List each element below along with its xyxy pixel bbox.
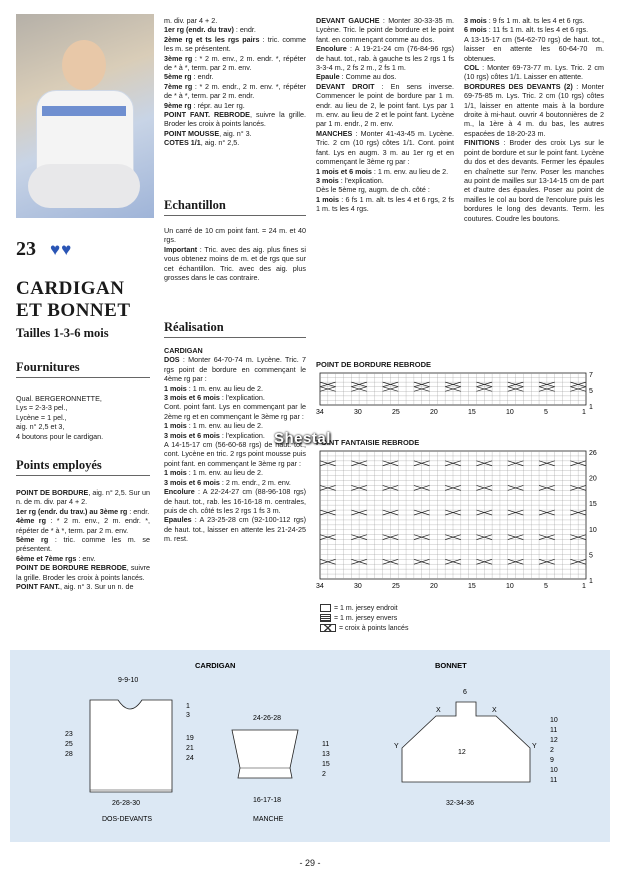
y-tick-label: 5 <box>589 388 593 395</box>
legend <box>320 604 408 634</box>
x-tick-label: 5 <box>544 583 548 590</box>
legend-item-endroit <box>320 604 408 614</box>
fourniture-line: Qual. BERGERONNETTE, <box>16 394 102 403</box>
bonnet-mark-x: X <box>436 707 441 714</box>
difficulty-hearts-icon: ♥♥ <box>50 240 73 259</box>
x-tick-label: 20 <box>430 409 438 416</box>
grid1-title: POINT DE BORDURE REBRODE <box>316 360 432 369</box>
bonnet-mark-x: X <box>492 707 497 714</box>
bonnet-mid-measure: 12 <box>458 749 466 756</box>
fourniture-line: 4 boutons pour le cardigan. <box>16 431 104 441</box>
fourniture-line: aig. n° 2,5 et 3, <box>16 422 65 432</box>
pattern-number: 23 <box>16 238 36 260</box>
devants-manches-text: DEVANT GAUCHE : Monter 30-33-35 m. Lycène. Tric. le point de bordure et le point fant. en commençant comme au dos. Encolure : A 19-21-24 cm (76-84-96 rgs) de haut. tot., rab. à gauche ts les 2 rgs 1 fs 3-3-4 m., 2 fs 2 m., 2 fs 1 m. Epaule : Comme au dos. DEVANT DROIT : En sens inverse. Commencer le point de bordure par 1 m. endr. au lieu de 2, le point fant. Lys par 1 m. env. au lieu de 2 et le point fant. Lycène par 1 m. endr., 2 m. env. MANCHES : Monter 41-43-45 m. Lycène. Tric. 2 cm (10 rgs) côtes 1/1. Cont. point fant. Lys en augm. 3 m. au 1er rg et en commençant le 3ème rg par : 1 mois et 6 mois : 1 m. env. au lieu de 2. 3 mois : l'explication. Dès le 5ème rg, augm. de ch. côté : 1 mois : 6 fs 1 m. alt. ts les 4 et 6 rgs, 2 fs 1 m. ts les 4 rgs. <box>316 16 455 214</box>
fancy-chart <box>316 447 606 599</box>
bonnet-right: 11 <box>550 777 558 784</box>
title-line1: CARDIGAN <box>16 278 125 299</box>
y-tick-label: 15 <box>589 501 597 509</box>
x-tick-label: 10 <box>506 583 514 590</box>
y-tick-label: 20 <box>589 475 597 483</box>
legend-item-croix <box>320 624 408 634</box>
dos-right-2: 21 <box>186 745 194 752</box>
legend-item-envers <box>320 614 408 624</box>
echantillon-section <box>164 198 306 282</box>
border-chart <box>316 369 606 423</box>
y-tick-label: 26 <box>589 450 597 457</box>
manche-bottom-measure: 16-17-18 <box>253 797 282 804</box>
cardigan-diagram-title: CARDIGAN <box>195 661 236 670</box>
points-text: POINT DE BORDURE, aig. n° 2,5. Sur un n. de m. div. par 4 + 2. 1er rg (endr. du trav.) au 3ème rg : endr. 4ème rg : * 2 m. env., 2 m. endr. *, répéter de * à *, term. par 2 m. env. 5ème rg : tric. comme les m. se présentent. 6ème et 7ème rgs : env. POINT DE BORDURE REBRODE, suivre la grille. Broder les croix à points lancés. POINT FANT., aig. n° 3. Sur un n. de <box>16 488 151 592</box>
fournitures-section <box>16 360 150 441</box>
stitch-continued: m. div. par 4 + 2. 1er rg (endr. du trav) : endr. 2ème rg et ts les rgs pairs : tric. comme les m. se présentent. 3ème rg : * 2 m. env., 2 m. endr. *, répéter de * à *, term. par 2 m. env. 5ème rg : endr. 7ème rg : * 2 m. endr., 2 m. env. *, répéter de * à *, term. par 2 m. endr. 9ème rg : répr. au 1er rg. POINT FANT. REBRODE, suivre la grille. Broder les croix à points lancés. POINT MOUSSE, aig. n° 3. COTES 1/1, aig. n° 2,5. <box>164 16 306 148</box>
pattern-title <box>16 278 131 322</box>
charts-area <box>316 360 606 604</box>
x-tick-label: 25 <box>392 583 400 590</box>
x-tick-label: 30 <box>354 409 362 416</box>
dos-top-measure: 9-9-10 <box>118 677 139 684</box>
realisation-text: CARDIGAN DOS : Monter 64-70-74 m. Lycène. Tric. 7 rgs point de bordure en commençant le 4ème rg par : 1 mois : 1 m. env. au lieu de 2. 3 mois et 6 mois : l'explication. Cont. point fant. Lys en commençant par le 2ème rg et en commençant le 3ème rg par : 1 mois : 1 m. env. au lieu de 2. 3 mois et 6 mois : l'explication. A 14-15-17 cm (56-60-68 rgs) de haut. tot., cont. Lycène en tric. 2 rgs point mousse puis point fant. en commençant le 3ème rg par : 1 mois : 1 m. env. au lieu de 2. 3 mois et 6 mois : 2 m. endr., 2 m. env. Encolure : A 22-24-27 cm (88-96-108 rgs) de haut. tot., rab. les 16-16-18 m. centrales, puis de ch. côté ts les 2 rgs 1 fs 3 m. Epaules : A 23-25-28 cm (92-100-112 rgs) de haut. tot., laisser en attente les 21-24-25 m. rest. <box>164 346 306 544</box>
legend-text: = 1 m. jersey envers <box>334 615 398 622</box>
dos-side-3: 28 <box>65 751 73 758</box>
manche-label: MANCHE <box>253 816 284 823</box>
manche-right-4: 2 <box>322 771 326 778</box>
x-tick-label: 10 <box>506 409 514 416</box>
dos-devants-shape <box>90 700 172 792</box>
bonnet-bottom-measure: 32-34-36 <box>446 800 475 807</box>
legend-text: = croix à points lancés <box>339 625 409 632</box>
baby-photo <box>16 14 154 218</box>
grid2-title: POINT FANTAISIE REBRODE <box>316 438 420 447</box>
manche-right-3: 15 <box>322 761 330 768</box>
points-section <box>16 458 150 591</box>
dos-right-3: 24 <box>186 755 194 762</box>
y-tick-label: 1 <box>589 404 593 411</box>
title-line2: ET BONNET <box>16 300 131 321</box>
col-bordures-finitions-text: 3 mois : 9 fs 1 m. alt. ts les 4 et 6 rgs. 6 mois : 11 fs 1 m. alt. ts les 4 et 6 rgs. A 13-15-17 cm (54-62-70 rgs) de haut. tot., laisser en attente les 60-64-70 m. obtenues. COL : Monter 69-73-77 m. Lys. Tric. 2 cm (10 rgs) côtes 1/1. Laisser en attente. BORDURES DES DEVANTS (2) : Monter 69-75-85 m. Lys. Tric. 2 cm (10 rgs) côtes 1/1, laisser en attente mais à la bordure droite à mi-haut. ouvrir 4 boutonnières de 2 m., la 1ère à 4 m. du bas, les autres espacées de 18-20-23 m. FINITIONS : Broder des croix Lys sur le point de bordure et sur le point fant. Lycène du dos et des devants. Fermer les épaules en chaînette sur l'env. Poser les manches au point de mailles sur 13-14-15 cm de part et d'autre des épaules. Poser au point de mailles le col au bord de l'encolure puis les bordures le long des devants. Term. les coutures. Coudre les boutons. <box>464 16 604 223</box>
sizes: Tailles 1-3-6 mois <box>16 326 109 340</box>
fournitures-list <box>16 394 150 441</box>
bonnet-right: 10 <box>550 717 558 724</box>
y-tick-label: 7 <box>589 372 593 379</box>
dos-right-top-1: 1 <box>186 703 190 710</box>
bonnet-right: 11 <box>550 727 558 734</box>
fourniture-line: Lys = 2-3-3 pel., <box>16 403 68 413</box>
points-heading: Points employés <box>16 458 150 476</box>
x-tick-label: 20 <box>430 583 438 590</box>
manche-top-measure: 24-26-28 <box>253 715 282 722</box>
dos-label: DOS-DEVANTS <box>102 816 153 823</box>
dos-side-1: 23 <box>65 731 73 738</box>
blank-square-icon <box>320 604 331 612</box>
legend-text: = 1 m. jersey endroit <box>334 605 398 612</box>
bonnet-right: 2 <box>550 747 554 754</box>
y-tick-label: 10 <box>589 526 597 534</box>
dos-bottom-measure: 26-28-30 <box>112 800 141 807</box>
echantillon-heading: Echantillon <box>164 198 306 216</box>
bonnet-right: 10 <box>550 767 558 774</box>
bonnet-diagram-title: BONNET <box>435 661 467 670</box>
fournitures-heading: Fournitures <box>16 360 150 378</box>
bonnet-top-measure: 6 <box>463 689 467 696</box>
manche-right-1: 11 <box>322 741 330 748</box>
dos-right-1: 19 <box>186 735 194 742</box>
x-tick-label: 5 <box>544 409 548 416</box>
manche-right-2: 13 <box>322 751 330 758</box>
x-tick-label: 15 <box>468 409 476 416</box>
dash-square-icon <box>320 614 331 622</box>
watermark: Shestal <box>274 430 331 447</box>
y-tick-label: 1 <box>589 578 593 585</box>
manche-shape <box>232 730 298 778</box>
dos-right-top-2: 3 <box>186 712 190 719</box>
x-tick-label: 34 <box>316 583 324 590</box>
fourniture-line: Lycène = 1 pel., <box>16 412 67 422</box>
x-tick-label: 15 <box>468 583 476 590</box>
realisation-heading: Réalisation <box>164 320 306 338</box>
y-tick-label: 5 <box>589 552 593 560</box>
bonnet-right: 9 <box>550 757 554 764</box>
x-tick-label: 1 <box>582 583 586 590</box>
dos-side-2: 25 <box>65 741 73 748</box>
bonnet-mark-y: Y <box>532 743 537 750</box>
x-tick-label: 30 <box>354 583 362 590</box>
page-number: - 29 - <box>299 858 321 868</box>
schematics-panel <box>10 650 610 842</box>
x-tick-label: 25 <box>392 409 400 416</box>
bonnet-right: 12 <box>550 737 558 744</box>
bonnet-mark-y: Y <box>394 743 399 750</box>
x-tick-label: 34 <box>316 409 324 416</box>
schematics-drawing <box>10 650 610 842</box>
cross-icon <box>320 624 336 632</box>
bonnet-shape <box>402 702 530 782</box>
echantillon-text: Un carré de 10 cm point fant. = 24 m. et 40 rgs. Important : Tric. avec des aig. plus fines si vous obtenez moins de m. et de rgs que sur cet échantillon. Tric. avec des aig. plus grosses dans le cas contraire. <box>164 226 306 283</box>
x-tick-label: 1 <box>582 409 586 416</box>
